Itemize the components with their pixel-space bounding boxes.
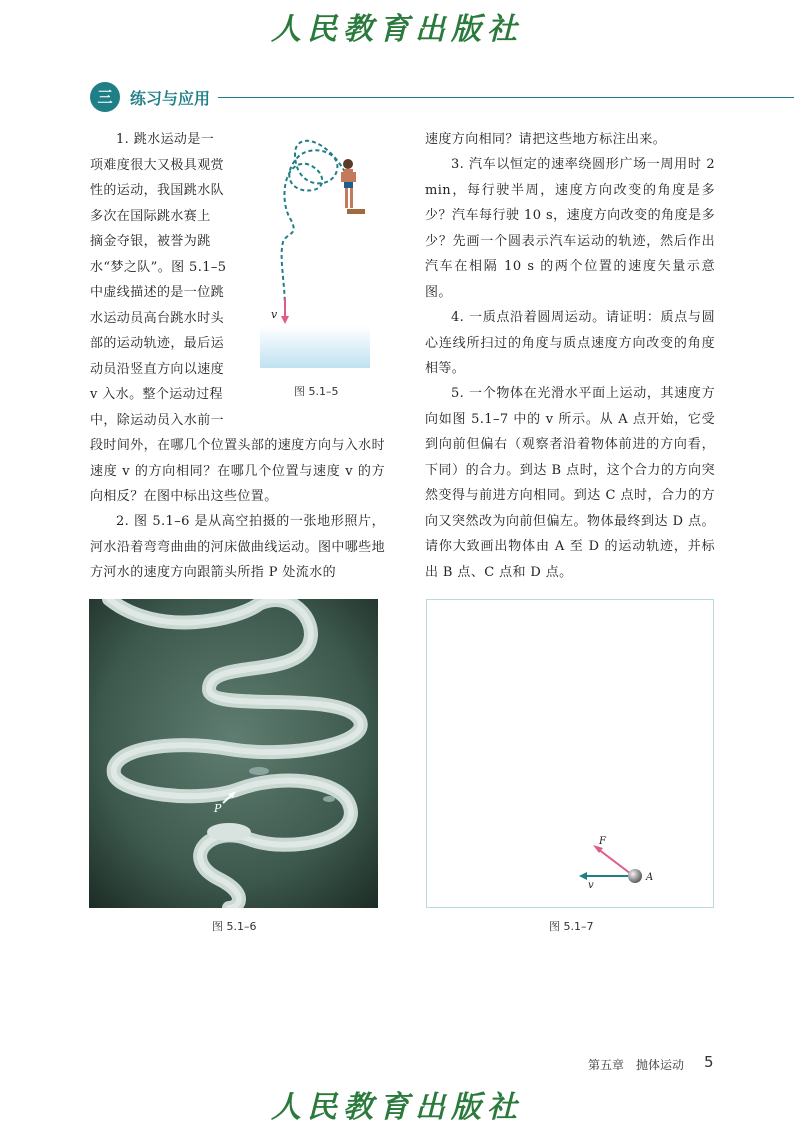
figure-5-1-7-caption: 图 5.1–7 (549, 920, 594, 933)
exercise-1-line: v 入水。整个运动过程 (90, 387, 223, 402)
figure-5-1-5 (255, 132, 380, 372)
exercise-2-continuation: 速度方向相同？请把这些地方标注出来。 (425, 132, 667, 147)
exercise-1-line: 中，除运动员入水前一 (90, 412, 225, 428)
section-header (90, 82, 794, 114)
page-number: 5 (704, 1053, 714, 1071)
velocity-label: v (271, 308, 278, 321)
velocity-arrowhead (579, 872, 587, 880)
exercise-1-line: 部的运动轨迹，最后运 (90, 336, 225, 351)
exercise-1-line: 摘金夺银，被誉为跳 (90, 234, 211, 249)
exercise-4-text: 4. 一质点沿着圆周运动。请证明：质点与圆心连线所扫过的角度与质点速度方向改变的角度相等。 (425, 310, 715, 376)
exercise-5 (425, 381, 715, 585)
exercise-2 (90, 509, 385, 586)
publisher-logo-bottom: 人民教育出版社 (271, 1090, 523, 1123)
exercise-1-wrap (90, 127, 244, 433)
exercise-1-continued (90, 433, 385, 510)
figure-5-1-6-caption: 图 5.1–6 (212, 920, 257, 933)
platform (347, 209, 365, 214)
exercise-1-line: 水“梦之队”。图 5.1–5 (90, 259, 227, 275)
exercise-4 (425, 305, 715, 382)
pond (207, 823, 251, 841)
exercise-1-line: 项难度很大又极具观赏 (90, 157, 225, 173)
figure-5-1-5-caption: 图 5.1–5 (294, 385, 339, 398)
exercise-3 (425, 152, 715, 305)
section-divider (218, 97, 794, 98)
water-surface (260, 326, 370, 368)
exercise-1-line: 动员沿竖直方向以速度 (90, 361, 225, 377)
footer-chapter: 第五章 抛体运动 (588, 1058, 685, 1072)
exercise-1-line: 多次在国际跳水赛上 (90, 208, 211, 224)
trajectory-path (282, 141, 345, 310)
figure-5-1-7 (426, 599, 714, 908)
exercise-1-line: 1. 跳水运动是一 (116, 132, 215, 147)
force-label: F (599, 836, 606, 847)
exercise-2-text: 2. 图 5.1–6 是从高空拍摄的一张地形照片，河水沿着弯弯曲曲的河床做曲线运动。图中哪些地方河水的速度方向跟箭头所指 P 处流水的 (90, 514, 385, 580)
section-number-icon: 三 (90, 82, 120, 112)
exercise-3-text: 3. 汽车以恒定的速率绕圆形广场一周用时 2 min，每行驶半周，速度方向改变的角度是多少？汽车每行驶 10 s，速度方向改变的角度是多少？先画一个圆表示汽车运动的轨迹，然后作出汽车在相隔 10 s 的两个位置的速度矢量示意图。 (425, 157, 715, 300)
exercise-1-line: 中虚线描述的是一位跳 (90, 285, 225, 300)
figure-5-1-6-photo (89, 599, 378, 908)
exercise-1-line: 性的运动，我国跳水队 (90, 183, 225, 198)
force-arrow (598, 849, 631, 874)
p-label: P (214, 802, 222, 815)
exercise-1-text: 段时间外，在哪几个位置头部的速度方向与入水时速度 v 的方向相同？在哪几个位置与速度 v 的方向相反？在图中标出这些位置。 (90, 438, 385, 504)
section-title: 练习与应用 (130, 89, 211, 108)
figure-5-1-7-box (426, 599, 714, 908)
point-a-label: A (646, 872, 654, 883)
exercise-5-text: 5. 一个物体在光滑水平面上运动，其速度方向如图 5.1–7 中的 v 所示。从 A 点开始，它受到向前但偏右（观察者沿着物体前进的方向看，下同）的合力。到达 B 点时，这个合力的方向突然变得与前进方向相同。到达 C 点时，合力的方向又突然改为向前但偏左。物体最终到达 D 点。请你大致画出物体由 A 至 D 的运动轨迹，并标出 B 点、C 点和 D 点。 (425, 386, 715, 580)
publisher-logo-top: 人民教育出版社 (271, 12, 523, 47)
exercise-2-continued (425, 127, 715, 153)
object-ball (628, 869, 642, 883)
velocity-arrowhead (281, 316, 289, 324)
diver-figure (341, 159, 356, 208)
exercise-1-line: 水运动员高台跳水时头 (90, 310, 225, 326)
velocity-label: v (588, 880, 594, 891)
